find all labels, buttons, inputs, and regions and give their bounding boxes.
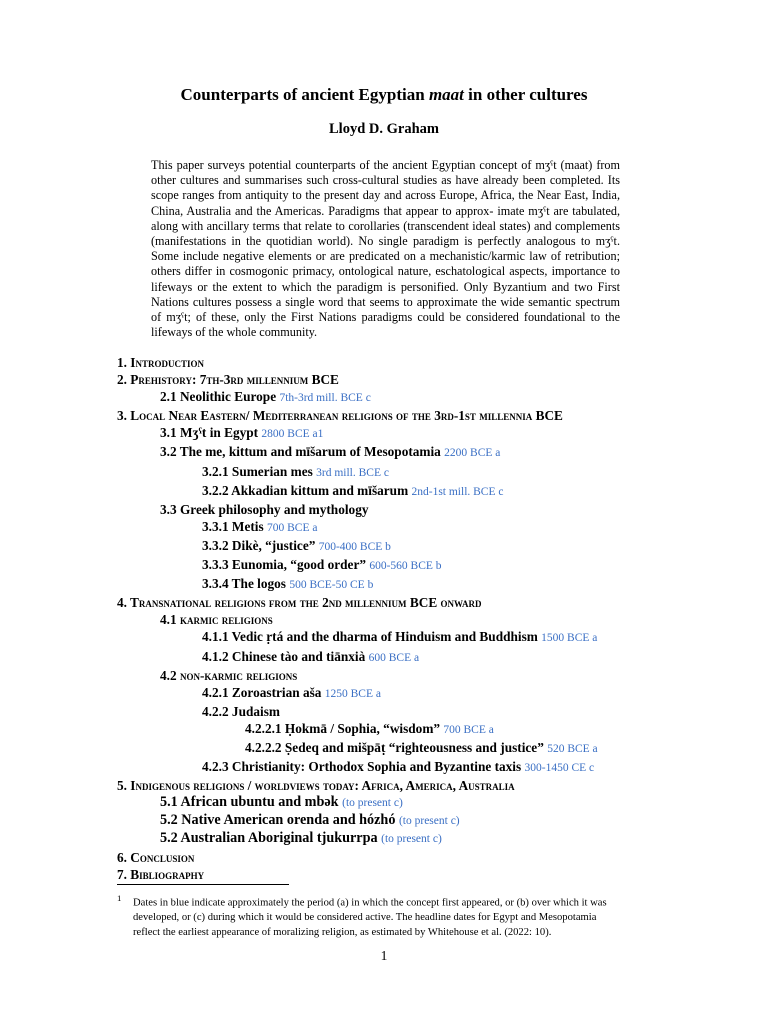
toc-entry bbox=[117, 354, 737, 371]
toc-entry-title: 3. Local Near Eastern/ Mediterranean religions of the 3rd-1st millennia BCE bbox=[117, 408, 563, 424]
toc-entry bbox=[117, 628, 737, 647]
toc-entry-date: 300-1450 CE c bbox=[524, 762, 595, 775]
toc-entry-date: 600-560 BCE b bbox=[369, 560, 442, 573]
abstract-line: imate mʒˤt are tabulated, along with ancillary terms that relate to corollaries (transcendent bbox=[151, 203, 620, 233]
toc-entry-title: 3.3.1 Metis bbox=[202, 518, 264, 534]
abstract-line: completed. Its scope ranges from antiquity to the present day and across Europe, Africa, bbox=[151, 173, 620, 203]
footnote-line-1 bbox=[117, 891, 652, 911]
abstract-line: ideal states) and complements (manifestations in the quotidian world). No single paradigm bbox=[151, 218, 620, 249]
toc-entry-title: 7. Bibliography bbox=[117, 866, 205, 882]
toc-entry-date: 1250 BCE a bbox=[324, 687, 381, 700]
abstract-line: This paper surveys potential counterparts of the ancient Egyptian concept of mʒˤt (maat) bbox=[151, 158, 593, 172]
toc-entry-title: 5. Indigenous religions / worldviews today: Africa, America, Australia bbox=[117, 778, 515, 794]
toc-entry bbox=[117, 443, 737, 462]
toc-entry-title: 3.2.2 Akkadian kittum and mīšarum bbox=[202, 482, 409, 498]
toc-entry-date: 700-400 BCE b bbox=[318, 540, 391, 553]
toc-entry-date: 2800 BCE a1 bbox=[261, 428, 324, 441]
toc-entry bbox=[117, 794, 737, 812]
footnote-text: Dates in blue indicate approximately the period (a) in which the concept first appeared, or (b) over which it was bbox=[133, 897, 607, 909]
footnote-marker: 1 bbox=[117, 893, 122, 903]
toc-entry bbox=[117, 758, 737, 777]
toc-entry-date: 3rd mill. BCE c bbox=[316, 466, 389, 479]
toc-entry bbox=[117, 720, 737, 739]
toc-entry-date: 1500 BCE a bbox=[541, 632, 598, 645]
toc-entry bbox=[117, 777, 737, 794]
footnote bbox=[117, 891, 652, 940]
title-post: in other cultures bbox=[463, 85, 588, 104]
abstract-line: is perfectly analogous to mʒˤt. Some include negative elements or are predicated on a bbox=[151, 234, 620, 264]
toc-entry-title: 5.2 Australian Aboriginal tjukurrpa bbox=[160, 830, 378, 847]
toc-entry bbox=[117, 611, 737, 628]
toc-entry bbox=[117, 648, 737, 667]
toc-entry-title: 4.2 non-karmic religions bbox=[160, 667, 298, 683]
toc-entry-date: 500 BCE-50 CE b bbox=[289, 579, 374, 592]
table-of-contents bbox=[117, 354, 737, 883]
toc-entry-title: 4.2.3 Christianity: Orthodox Sophia and Byzantine taxis bbox=[202, 759, 522, 775]
toc-entry-date: 2nd-1st mill. BCE c bbox=[411, 485, 504, 498]
page-number: 1 bbox=[380, 948, 388, 963]
abstract bbox=[151, 158, 620, 340]
toc-entry-title: 6. Conclusion bbox=[117, 849, 195, 865]
toc-entry-title: 2. Prehistory: 7th-3rd millennium BCE bbox=[117, 372, 339, 388]
toc-entry-title: 3.3.3 Eunomia, “good order” bbox=[202, 557, 367, 573]
toc-entry-title: 2.1 Neolithic Europe bbox=[160, 389, 277, 405]
toc-entry-date: 700 BCE a bbox=[443, 723, 494, 736]
toc-entry bbox=[117, 594, 737, 611]
footnote-line-3: reflect the earliest appearance of moralizing religion, as estimated by Whitehouse et al. (2022: 10). bbox=[133, 926, 552, 938]
toc-entry bbox=[117, 518, 737, 537]
toc-entry-date: (to present c) bbox=[398, 815, 460, 828]
toc-entry bbox=[117, 830, 737, 848]
toc-entry-title: 3.3.4 The logos bbox=[202, 576, 286, 592]
toc-entry bbox=[117, 703, 737, 720]
toc-entry-date: (to present c) bbox=[381, 833, 442, 846]
toc-entry bbox=[117, 667, 737, 684]
abstract-line: nature, eschatological aspects, importance to lifeways or the extent to which the paradigm bbox=[151, 264, 621, 294]
toc-entry bbox=[117, 388, 737, 407]
toc-entry-title: 4.2.2.2 Ṣedeq and mišpāṭ “righteousness and justice” bbox=[245, 739, 544, 755]
toc-entry bbox=[117, 849, 737, 866]
toc-entry-title: 3.1 Mʒˤt in Egypt bbox=[160, 425, 259, 441]
toc-entry-title: 3.3.2 Dikè, “justice” bbox=[202, 537, 316, 553]
toc-entry-title: 4.2.2 Judaism bbox=[202, 703, 280, 719]
toc-entry-date: 700 BCE a bbox=[267, 521, 318, 534]
footnote-line-2: developed, or (c) during which it would be considered active. The headline dates for Egypt and Mesopotamia bbox=[133, 912, 597, 924]
toc-entry bbox=[117, 537, 737, 556]
toc-entry-title: 5.2 Native American orenda and hózhó bbox=[160, 812, 396, 829]
toc-entry bbox=[117, 482, 737, 501]
toc-entry-title: 4.1.1 Vedic ṛtá and the dharma of Hinduism and Buddhism bbox=[202, 629, 538, 645]
toc-entry-title: 3.3 Greek philosophy and mythology bbox=[160, 501, 369, 517]
abstract-line: from other cultures and summarises such cross-cultural studies as have already been bbox=[151, 158, 621, 188]
abstract-line: mechanistic/karmic law of retribution; others differ in cosmogonic primacy, ontological bbox=[151, 249, 621, 279]
toc-entry-date: 7th-3rd mill. BCE c bbox=[279, 392, 371, 405]
toc-entry bbox=[117, 739, 737, 758]
abstract-line: the Near East, India, China, Australia and the Americas. Paradigms that appear to approx- bbox=[151, 188, 621, 218]
toc-entry-title: 4.2.2.1 Ḥokmā / Sophia, “wisdom” bbox=[245, 720, 441, 736]
toc-entry-title: 3.2.1 Sumerian mes bbox=[202, 463, 313, 479]
toc-entry bbox=[117, 501, 737, 518]
toc-entry bbox=[117, 556, 737, 575]
toc-entry bbox=[117, 684, 737, 703]
toc-entry-title: 3.2 The me, kittum and mīšarum of Mesopotamia bbox=[160, 444, 441, 460]
title-pre: Counterparts of ancient Egyptian bbox=[180, 85, 429, 104]
toc-entry bbox=[117, 812, 737, 830]
toc-entry bbox=[117, 424, 737, 443]
toc-entry-title: 4. Transnational religions from the 2nd millennium BCE onward bbox=[117, 595, 482, 611]
toc-entry-date: 2200 BCE a bbox=[444, 447, 501, 460]
toc-entry bbox=[117, 866, 737, 883]
title-em: maat bbox=[428, 85, 464, 104]
toc-entry bbox=[117, 371, 737, 388]
abstract-line: paradigms could be considered foundational to the lifeways of the whole community. bbox=[151, 310, 621, 340]
toc-entry-title: 4.1 karmic religions bbox=[160, 612, 273, 628]
toc-entry-title: 4.2.1 Zoroastrian aša bbox=[202, 684, 322, 700]
abstract-line: is personified. Only Byzantium and two First Nations cultures possess a single word that bbox=[151, 279, 620, 309]
toc-entry-title: 5.1 African ubuntu and mbək bbox=[160, 794, 339, 811]
paper-title bbox=[0, 85, 768, 105]
author-name: Lloyd D. Graham bbox=[329, 121, 439, 137]
toc-entry-date: (to present c) bbox=[342, 797, 403, 810]
toc-entry bbox=[117, 407, 737, 424]
footnote-separator bbox=[117, 884, 289, 885]
toc-entry bbox=[117, 463, 737, 482]
toc-entry bbox=[117, 575, 737, 594]
toc-entry-date: 600 BCE a bbox=[368, 651, 420, 664]
toc-entry-title: 4.1.2 Chinese tào and tiānxià bbox=[202, 648, 366, 664]
toc-entry-date: 520 BCE a bbox=[547, 742, 598, 755]
abstract-line: seems to approximate the wide semantic spectrum of mʒˤt; of these, only the First Nations bbox=[151, 294, 621, 325]
toc-entry-title: 1. Introduction bbox=[117, 355, 204, 370]
